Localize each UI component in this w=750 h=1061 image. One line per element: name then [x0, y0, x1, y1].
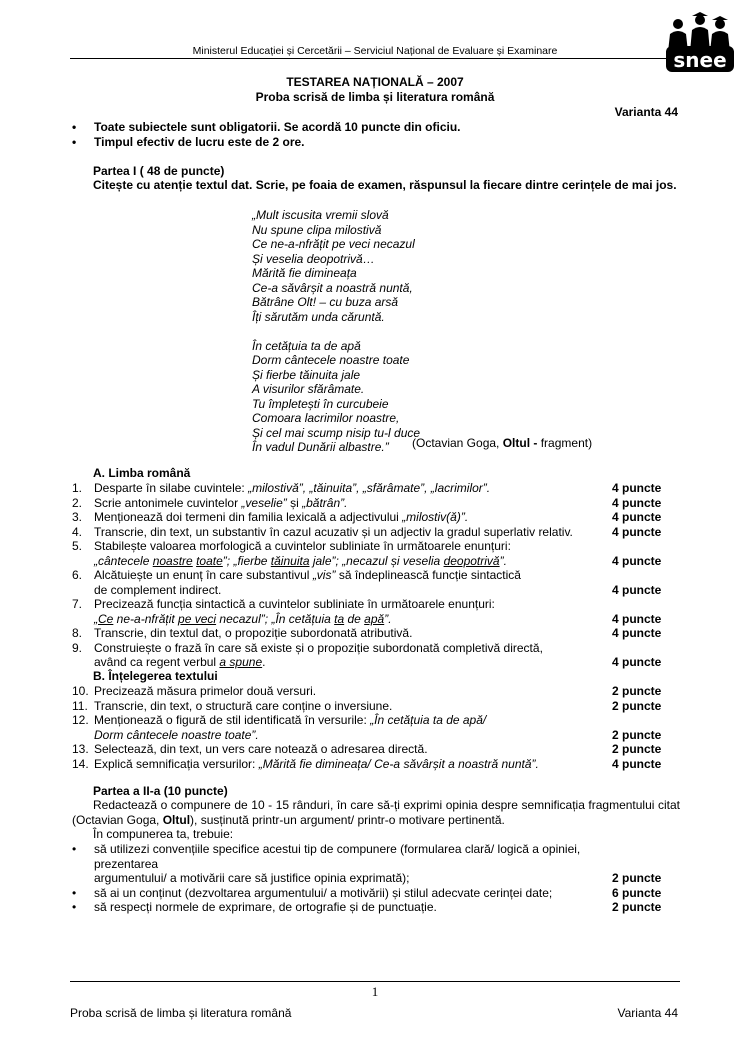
logo-text: snee	[673, 48, 727, 72]
poem-line: A visurilor sfărâmate.	[252, 382, 365, 396]
question-14: 14. Explică semnificația versurilor: „Mărită fie dimineața/ Ce-a săvârșit a noastră nuntă”. 4 puncte	[72, 756, 662, 771]
poem-line: Nu spune clipa milostivă	[252, 222, 382, 237]
rules-list	[72, 120, 682, 150]
poem-line: Dorm cântecele noastre toate	[252, 353, 410, 367]
footer-divider	[70, 981, 680, 982]
section-a-items	[72, 481, 682, 670]
question-2: 2. Scrie antonimele cuvintelor „veselie” și „bătrân”. 4 puncte	[72, 495, 662, 510]
exam-subtitle: Proba scrisă de limba și literatura română	[255, 90, 495, 104]
part2-paragraph: Redactează o compunere de 10 - 15 rânduri, în care să-ți exprimi opinia despre semnificația fragmentului citat (Octavian Goga, Oltul), susținută printr-un argument/ printr-o motivare pertinentă.	[72, 798, 680, 827]
poem-line: Ce-a săvârșit a noastră nuntă,	[252, 280, 413, 295]
poem-line: În vadul Dunării albastre.”	[252, 440, 389, 454]
question-13: 13. Selectează, din text, un vers care notează o adresarea directă. 2 puncte	[72, 742, 662, 756]
rule-item: • Timpul efectiv de lucru este de 2 ore.	[72, 135, 682, 150]
question-3: 3. Menționează doi termeni din familia lexicală a adjectivului „milostiv(ă)”. 4 puncte	[72, 510, 662, 524]
rule-item: • Toate subiectele sunt obligatorii. Se acordă 10 puncte din oficiu.	[72, 120, 682, 135]
poem-line: Bătrâne Olt! – cu buza arsă	[252, 295, 399, 309]
question-12: 12. Menționează o figură de stil identificată în versurile: „În cetățuia ta de apă/ Dorm cântecele noastre toate”. 2 puncte	[72, 713, 662, 742]
poem-line: Și fierbe tăinuita jale	[252, 367, 361, 382]
variant-label: Varianta 44	[614, 105, 678, 119]
poem-line: Mărită fie dimineața	[252, 266, 357, 280]
question-8: 8. Transcrie, din textul dat, o propoziție subordonată atributivă. 4 puncte	[72, 626, 662, 640]
criteria-item: • să utilizezi convențiile specifice acestui tip de compunere (formularea clară/ logică a opiniei, prezentarea argumentului/ a motivării care să justifice opinia exprimată); 2 puncte	[72, 842, 682, 886]
poem-line: Îți sărutăm unda căruntă.	[252, 309, 385, 324]
criteria-item: • să respecți normele de exprimare, de ortografie și de punctuație. 2 puncte	[72, 900, 682, 915]
poem-line: Și veselia deopotrivă…	[252, 251, 375, 266]
poem-line: Tu împletești în curcubeie	[252, 396, 389, 411]
question-11: 11. Transcrie, din text, o structură care conține o inversiune. 2 puncte	[72, 698, 662, 713]
question-1: 1. Desparte în silabe cuvintele: „milostivă”, „tăinuita”, „sfărâmate”, „lacrimilor”. 4 puncte	[72, 481, 662, 495]
question-6: 6. Alcătuiește un enunț în care substantivul „vis” să îndeplinească funcție sintactică de complement indirect. 4 puncte	[72, 568, 662, 597]
part1-heading: Partea I ( 48 de puncte)	[93, 164, 225, 178]
part1-instruction: Citește cu atenție textul dat. Scrie, pe foaia de examen, răspunsul la fiecare dintre cerințele de mai jos.	[93, 178, 677, 192]
question-9: 9. Construiește o frază în care să existe și o propoziție subordonată completivă directă, având ca regent verbul a spune. 4 puncte	[72, 640, 662, 669]
header-ministry: Ministerul Educației și Cercetării – Serviciul Național de Evaluare și Examinare	[192, 45, 558, 57]
section-a-heading: A. Limba română	[93, 466, 191, 480]
poem-line: Ce ne-a-nfrățit pe veci necazul	[252, 237, 415, 251]
poem-line: Comoara lacrimilor noastre,	[252, 411, 400, 425]
criteria-item: • să ai un conținut (dezvoltarea argumentului/ a motivării) și stilul adecvate cerinței date; 6 puncte	[72, 886, 682, 901]
question-10: 10. Precizează măsura primelor două versuri. 2 puncte	[72, 684, 662, 698]
page-number: 1	[371, 984, 379, 999]
section-b-items	[72, 684, 682, 771]
poem-line: Și cel mai scump nisip tu-l duce	[252, 425, 421, 440]
footer-variant: Varianta 44	[617, 1006, 678, 1020]
question-7: 7. Precizează funcția sintactică a cuvintelor subliniate în următoarele enunțuri: „Ce ne-a-nfrățit pe veci necazul”; „În cetățuia ta de apă”. 4 puncte	[72, 597, 662, 626]
poem-source: (Octavian Goga, Oltul - fragment)	[412, 436, 593, 450]
footer-title: Proba scrisă de limba și literatura română	[70, 1006, 292, 1020]
snee-logo	[660, 12, 740, 74]
exam-title: TESTAREA NAȚIONALĂ – 2007	[286, 75, 464, 89]
poem	[252, 208, 420, 455]
header-divider	[70, 58, 680, 59]
part2-intro: În compunerea ta, trebuie:	[93, 827, 234, 841]
question-4: 4. Transcrie, din text, un substantiv în cazul acuzativ și un adjectiv la gradul superlativ relativ. 4 puncte	[72, 524, 662, 539]
part2-bullets	[72, 842, 682, 915]
part2-heading: Partea a II-a (10 puncte)	[93, 784, 228, 798]
poem-line: În cetățuia ta de apă	[252, 338, 361, 353]
question-5: 5. Stabilește valoarea morfologică a cuvintelor subliniate în următoarele enunțuri: „cântecele noastre toate”; „fierbe tăinuita jale”; „necazul și veselia deopotrivă”. 4 puncte	[72, 539, 662, 568]
section-b-heading: B. Înțelegerea textului	[93, 669, 218, 683]
poem-line: „Mult iscusita vremii slovă	[252, 208, 389, 222]
